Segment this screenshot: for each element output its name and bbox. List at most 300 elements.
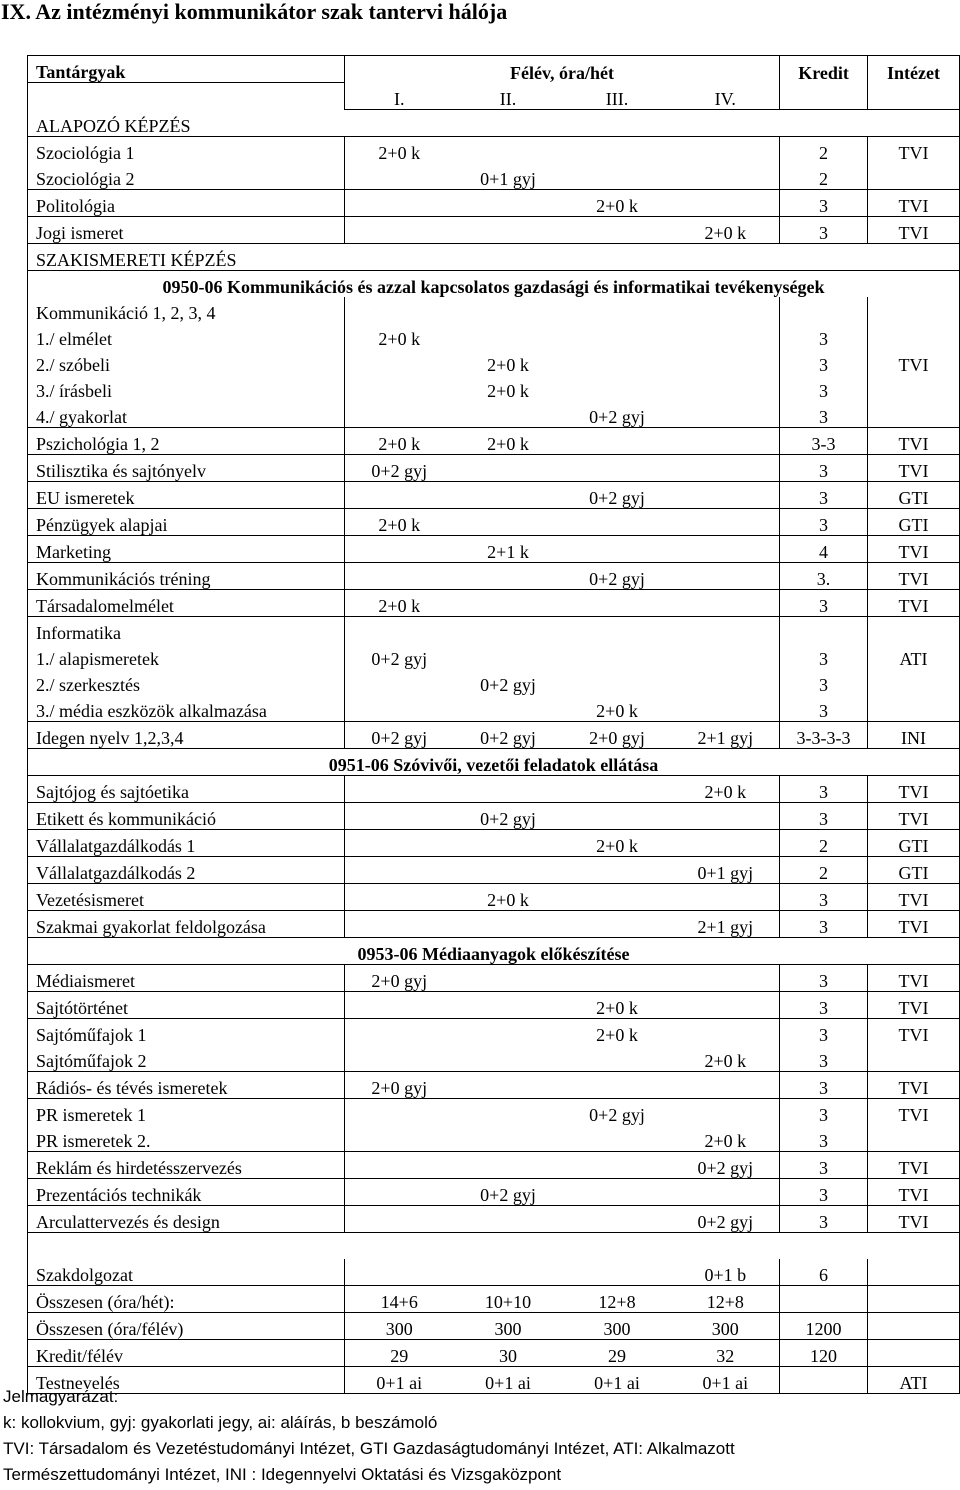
- cell-intezet: [868, 1339, 960, 1366]
- cell-s2: [454, 1151, 563, 1178]
- cell-s1: [345, 910, 454, 937]
- subject-name: Pszichológia 1, 2: [28, 427, 345, 454]
- cell-s4: 0+2 gyj: [672, 1205, 780, 1232]
- table-row: [28, 695, 960, 722]
- cell-kredit: 3: [780, 401, 868, 428]
- subject-name: EU ismeretek: [28, 481, 345, 508]
- cell-s4: 2+0 k: [672, 775, 780, 802]
- cell-s4: [672, 1178, 780, 1205]
- cell-s4: [672, 695, 780, 722]
- cell-s3: [563, 216, 672, 243]
- cell-s1: [345, 775, 454, 802]
- cell-s1: [345, 1259, 454, 1286]
- cell-intezet: TVI: [868, 349, 960, 375]
- cell-s4: [672, 163, 780, 190]
- table-row: [28, 1339, 960, 1366]
- cell-kredit: 3: [780, 910, 868, 937]
- module-row: [28, 937, 960, 964]
- legend-line-3: Természettudományi Intézet, INI : Idegennyelvi Oktatási és Vizsgaközpont: [3, 1465, 562, 1484]
- cell-kredit: [780, 297, 868, 323]
- cell-s4: [672, 297, 780, 323]
- cell-kredit: 3: [780, 964, 868, 991]
- table-row: [28, 216, 960, 243]
- cell-kredit: 3: [780, 1071, 868, 1098]
- table-row: [28, 1045, 960, 1072]
- cell-s4: [672, 964, 780, 991]
- subject-name: Testnevelés: [28, 1366, 345, 1393]
- cell-s4: [672, 189, 780, 216]
- cell-s3: [563, 910, 672, 937]
- cell-s4: 2+0 k: [672, 1045, 780, 1072]
- cell-kredit: 3-3-3-3: [780, 721, 868, 748]
- cell-kredit: 3: [780, 1125, 868, 1152]
- cell-intezet: TVI: [868, 1098, 960, 1125]
- header-institute: Intézet: [868, 56, 960, 83]
- subject-name: 1./ alapismeretek: [28, 643, 345, 669]
- cell-s4: [672, 427, 780, 454]
- subject-name: Összesen (óra/hét):: [28, 1285, 345, 1312]
- subject-name: Összesen (óra/félév): [28, 1312, 345, 1339]
- cell-s1: [345, 401, 454, 428]
- cell-s3: [563, 1151, 672, 1178]
- cell-s1: [345, 991, 454, 1018]
- header-sem2: II.: [454, 83, 563, 110]
- cell-s1: [345, 163, 454, 190]
- cell-s1: [345, 375, 454, 401]
- cell-s3: 0+2 gyj: [563, 481, 672, 508]
- cell-s3: [563, 349, 672, 375]
- cell-kredit: 3: [780, 454, 868, 481]
- cell-s4: [672, 401, 780, 428]
- cell-s2: [454, 695, 563, 722]
- cell-s4: [672, 616, 780, 643]
- subject-name: Szakmai gyakorlat feldolgozása: [28, 910, 345, 937]
- cell-intezet: GTI: [868, 829, 960, 856]
- cell-s2: [454, 401, 563, 428]
- table-row: [28, 991, 960, 1018]
- cell-s3: 12+8: [563, 1285, 672, 1312]
- subject-name: Rádiós- és tévés ismeretek: [28, 1071, 345, 1098]
- section-row: [28, 243, 960, 270]
- cell-s1: [345, 829, 454, 856]
- subject-name: Kredit/félév: [28, 1339, 345, 1366]
- cell-s4: 32: [672, 1339, 780, 1366]
- cell-s1: [345, 535, 454, 562]
- table-row: [28, 616, 960, 643]
- cell-s2: [454, 297, 563, 323]
- cell-kredit: 3: [780, 1205, 868, 1232]
- table-row: [28, 1312, 960, 1339]
- subject-name: Kommunikációs tréning: [28, 562, 345, 589]
- header-sem4: IV.: [672, 83, 780, 110]
- cell-intezet: TVI: [868, 589, 960, 616]
- cell-s2: 0+1 gyj: [454, 163, 563, 190]
- cell-s1: 2+0 gyj: [345, 1071, 454, 1098]
- subject-name: Szociológia 2: [28, 163, 345, 190]
- cell-intezet: [868, 1045, 960, 1072]
- cell-s1: 29: [345, 1339, 454, 1366]
- cell-s1: [345, 883, 454, 910]
- cell-s4: 2+0 k: [672, 216, 780, 243]
- cell-s4: [672, 375, 780, 401]
- table-row: [28, 508, 960, 535]
- table-header-row: [28, 56, 960, 83]
- cell-s4: [672, 643, 780, 669]
- cell-s3: [563, 454, 672, 481]
- section-alapozo: ALAPOZÓ KÉPZÉS: [28, 109, 960, 136]
- cell-intezet: TVI: [868, 216, 960, 243]
- cell-s1: [345, 616, 454, 643]
- subject-name: Szakdolgozat: [28, 1259, 345, 1286]
- cell-s2: [454, 562, 563, 589]
- cell-kredit: 3: [780, 589, 868, 616]
- header-sem3: III.: [563, 83, 672, 110]
- subject-name: Sajtóműfajok 1: [28, 1018, 345, 1045]
- subject-name: PR ismeretek 2.: [28, 1125, 345, 1152]
- table-row: [28, 427, 960, 454]
- cell-s1: 0+2 gyj: [345, 721, 454, 748]
- cell-s2: [454, 616, 563, 643]
- table-row: [28, 481, 960, 508]
- cell-s2: 30: [454, 1339, 563, 1366]
- subject-name: Médiaismeret: [28, 964, 345, 991]
- table-row: [28, 829, 960, 856]
- subject-name: Prezentációs technikák: [28, 1178, 345, 1205]
- subject-name: 4./ gyakorlat: [28, 401, 345, 428]
- cell-s1: [345, 216, 454, 243]
- cell-kredit: 2: [780, 829, 868, 856]
- cell-s3: [563, 136, 672, 163]
- cell-kredit: 3: [780, 349, 868, 375]
- cell-kredit: 3: [780, 216, 868, 243]
- cell-s2: [454, 829, 563, 856]
- cell-s3: [563, 883, 672, 910]
- subject-name: Sajtótörténet: [28, 991, 345, 1018]
- module-m0951: 0951-06 Szóvivői, vezetői feladatok ellátása: [28, 748, 960, 775]
- cell-intezet: TVI: [868, 1178, 960, 1205]
- cell-s1: [345, 481, 454, 508]
- legend-line-1: k: kollokvium, gyj: gyakorlati jegy, ai: aláírás, b beszámoló: [3, 1413, 438, 1432]
- cell-s1: [345, 189, 454, 216]
- subject-name: Stilisztika és sajtónyelv: [28, 454, 345, 481]
- subject-name: Etikett és kommunikáció: [28, 802, 345, 829]
- cell-intezet: TVI: [868, 1151, 960, 1178]
- cell-s2: 0+2 gyj: [454, 721, 563, 748]
- cell-s2: 2+0 k: [454, 427, 563, 454]
- cell-s4: [672, 1018, 780, 1045]
- cell-s2: [454, 1045, 563, 1072]
- cell-s3: [563, 163, 672, 190]
- table-row: [28, 401, 960, 428]
- cell-s4: [672, 508, 780, 535]
- cell-s4: 0+1 b: [672, 1259, 780, 1286]
- subject-name: 2./ szerkesztés: [28, 669, 345, 695]
- cell-s4: 300: [672, 1312, 780, 1339]
- cell-s1: [345, 1205, 454, 1232]
- cell-intezet: [868, 323, 960, 349]
- subject-name: Kommunikáció 1, 2, 3, 4: [28, 297, 345, 323]
- cell-s3: [563, 1178, 672, 1205]
- table-row: [28, 454, 960, 481]
- cell-intezet: [868, 297, 960, 323]
- table-row: [28, 1285, 960, 1312]
- cell-kredit: 3: [780, 508, 868, 535]
- table-row: [28, 1125, 960, 1152]
- cell-s2: 300: [454, 1312, 563, 1339]
- cell-s1: 2+0 k: [345, 508, 454, 535]
- cell-intezet: GTI: [868, 481, 960, 508]
- cell-s1: 300: [345, 1312, 454, 1339]
- module-row: [28, 748, 960, 775]
- cell-intezet: [868, 695, 960, 722]
- cell-s1: 14+6: [345, 1285, 454, 1312]
- cell-s1: [345, 856, 454, 883]
- cell-s1: [345, 1045, 454, 1072]
- cell-kredit: 3.: [780, 562, 868, 589]
- cell-s3: 2+0 k: [563, 695, 672, 722]
- cell-s2: 0+1 ai: [454, 1366, 563, 1393]
- cell-s1: 0+2 gyj: [345, 643, 454, 669]
- cell-s3: [563, 964, 672, 991]
- cell-s4: [672, 802, 780, 829]
- cell-s3: [563, 1071, 672, 1098]
- cell-s3: 2+0 k: [563, 829, 672, 856]
- cell-s2: [454, 910, 563, 937]
- cell-intezet: TVI: [868, 1018, 960, 1045]
- cell-s3: 300: [563, 1312, 672, 1339]
- table-row: [28, 1178, 960, 1205]
- table-row: [28, 669, 960, 695]
- cell-intezet: TVI: [868, 910, 960, 937]
- cell-s2: [454, 775, 563, 802]
- cell-kredit: 120: [780, 1339, 868, 1366]
- cell-s3: [563, 616, 672, 643]
- cell-s2: [454, 136, 563, 163]
- cell-s1: [345, 1151, 454, 1178]
- cell-s3: [563, 535, 672, 562]
- cell-s1: [345, 802, 454, 829]
- cell-intezet: TVI: [868, 964, 960, 991]
- cell-kredit: 3: [780, 1098, 868, 1125]
- cell-s2: [454, 589, 563, 616]
- cell-s1: [345, 349, 454, 375]
- cell-s1: [345, 1018, 454, 1045]
- module-m0950: 0950-06 Kommunikációs és azzal kapcsolatos gazdasági és informatikai tevékenységek: [28, 270, 960, 297]
- cell-s3: [563, 856, 672, 883]
- subject-name: Marketing: [28, 535, 345, 562]
- cell-s3: 0+2 gyj: [589, 1104, 645, 1125]
- subject-name: Vállalatgazdálkodás 1: [28, 829, 345, 856]
- cell-s1: [345, 1125, 454, 1152]
- cell-s3: [563, 1259, 672, 1286]
- cell-s2: [454, 454, 563, 481]
- cell-intezet: TVI: [868, 535, 960, 562]
- cell-kredit: 3: [780, 189, 868, 216]
- cell-s2: [454, 481, 563, 508]
- cell-s2: [454, 991, 563, 1018]
- legend-line-2: TVI: Társadalom és Vezetéstudományi Intézet, GTI Gazdaságtudományi Intézet, ATI: Alkalmazott: [3, 1439, 735, 1458]
- cell-kredit: 2: [780, 136, 868, 163]
- cell-s4: 2+1 gyj: [672, 910, 780, 937]
- cell-s2: [454, 1259, 563, 1286]
- cell-intezet: [868, 616, 960, 643]
- cell-s2: [454, 964, 563, 991]
- cell-intezet: INI: [868, 721, 960, 748]
- table-row: [28, 163, 960, 190]
- cell-s3: [563, 323, 672, 349]
- cell-intezet: [868, 1312, 960, 1339]
- subject-name: Vezetésismeret: [28, 883, 345, 910]
- table-row: [28, 562, 960, 589]
- cell-s4: [672, 1071, 780, 1098]
- cell-s4: [672, 1098, 780, 1125]
- cell-intezet: ATI: [868, 1366, 960, 1393]
- subject-name: Pénzügyek alapjai: [28, 508, 345, 535]
- cell-kredit: 3: [780, 643, 868, 669]
- cell-intezet: TVI: [868, 991, 960, 1018]
- table-row: [28, 1151, 960, 1178]
- cell-s3: [563, 589, 672, 616]
- subject-name: Vállalatgazdálkodás 2: [28, 856, 345, 883]
- cell-s3: 2+0 k: [596, 1024, 638, 1045]
- cell-s2: [454, 508, 563, 535]
- cell-s3: [563, 297, 672, 323]
- cell-s1: 2+0 k: [345, 427, 454, 454]
- cell-s3: 0+1 ai: [563, 1366, 672, 1393]
- cell-kredit: 3: [780, 669, 868, 695]
- cell-s2: [454, 643, 563, 669]
- cell-s2: [454, 1205, 563, 1232]
- subject-name: Reklám és hirdetésszervezés: [28, 1151, 345, 1178]
- cell-s3: 0+2 gyj: [563, 401, 672, 428]
- cell-intezet: TVI: [868, 1205, 960, 1232]
- table-row: [28, 1071, 960, 1098]
- table-row: [28, 535, 960, 562]
- cell-intezet: TVI: [868, 562, 960, 589]
- page-title: IX. Az intézményi kommunikátor szak tantervi hálója: [1, 0, 508, 24]
- cell-s4: [672, 136, 780, 163]
- cell-s4: 12+8: [672, 1285, 780, 1312]
- cell-s4: [672, 562, 780, 589]
- table-row: [28, 883, 960, 910]
- subject-name: PR ismeretek 1: [28, 1098, 345, 1125]
- cell-s3: 0+2 gyj: [563, 562, 672, 589]
- cell-kredit: 3: [780, 991, 868, 1018]
- header-sem1: I.: [345, 83, 454, 110]
- cell-kredit: 6: [780, 1259, 868, 1286]
- cell-kredit: 3: [780, 1045, 868, 1072]
- cell-s3: [563, 375, 672, 401]
- cell-s1: 2+0 gyj: [345, 964, 454, 991]
- table-row: [28, 1259, 960, 1286]
- cell-kredit: 3-3: [780, 427, 868, 454]
- cell-intezet: [868, 375, 960, 401]
- cell-s4: [672, 323, 780, 349]
- cell-s4: [672, 669, 780, 695]
- subject-name: Jogi ismeret: [28, 216, 345, 243]
- section-row: [28, 109, 960, 136]
- subject-name: 3./ média eszközök alkalmazása: [28, 695, 345, 722]
- module-row: [28, 270, 960, 297]
- table-row: [28, 910, 960, 937]
- cell-kredit: 3: [780, 375, 868, 401]
- module-m0953: 0953-06 Médiaanyagok előkészítése: [28, 937, 960, 964]
- cell-s1: 2+0 k: [345, 136, 454, 163]
- subject-name: Informatika: [28, 616, 345, 643]
- header-credit: Kredit: [780, 56, 868, 83]
- cell-s1: [345, 297, 454, 323]
- cell-intezet: TVI: [868, 427, 960, 454]
- cell-kredit: 2: [780, 856, 868, 883]
- cell-s3: [563, 1045, 672, 1072]
- header-subjects: Tantárgyak: [28, 56, 345, 83]
- cell-s3: 2+0 k: [563, 189, 672, 216]
- cell-s3: [563, 643, 672, 669]
- subject-name: Idegen nyelv 1,2,3,4: [28, 721, 345, 748]
- cell-intezet: GTI: [868, 856, 960, 883]
- cell-s2: [454, 1125, 563, 1152]
- cell-kredit: [780, 1285, 868, 1312]
- subject-name: 1./ elmélet: [28, 323, 345, 349]
- cell-intezet: TVI: [868, 883, 960, 910]
- cell-s4: [672, 991, 780, 1018]
- table-row: [28, 856, 960, 883]
- cell-s3: [563, 1205, 672, 1232]
- cell-s4: [672, 481, 780, 508]
- cell-s2: 0+2 gyj: [480, 674, 536, 695]
- cell-kredit: 3: [780, 883, 868, 910]
- subject-name: Társadalomelmélet: [28, 589, 345, 616]
- cell-s3: 2+0 k: [563, 991, 672, 1018]
- table-row: [28, 775, 960, 802]
- table-row: [28, 136, 960, 163]
- spacer-row: [28, 1232, 960, 1259]
- table-row: [28, 297, 960, 323]
- cell-kredit: 3: [780, 1151, 868, 1178]
- cell-intezet: TVI: [868, 454, 960, 481]
- cell-s4: 2+0 k: [672, 1125, 780, 1152]
- cell-s2: [454, 1071, 563, 1098]
- subject-name: Szociológia 1: [28, 136, 345, 163]
- table-row: [28, 802, 960, 829]
- cell-s1: [345, 669, 454, 695]
- table-row: [28, 349, 960, 375]
- subject-name: Sajtóműfajok 2: [28, 1045, 345, 1072]
- table-row: [28, 589, 960, 616]
- cell-intezet: TVI: [868, 136, 960, 163]
- cell-s4: [672, 589, 780, 616]
- cell-s2: [454, 1018, 563, 1045]
- cell-intezet: TVI: [868, 189, 960, 216]
- table-row: [28, 375, 960, 401]
- table-row: [28, 1205, 960, 1232]
- cell-s3: [563, 1125, 672, 1152]
- cell-intezet: TVI: [868, 802, 960, 829]
- cell-intezet: [868, 1285, 960, 1312]
- cell-s3: 2+0 gyj: [563, 721, 672, 748]
- cell-s3: [563, 669, 672, 695]
- subject-name: Arculattervezés és design: [28, 1205, 345, 1232]
- cell-s2: [454, 856, 563, 883]
- cell-intezet: [868, 669, 960, 695]
- cell-kredit: 3: [780, 1178, 868, 1205]
- cell-s4: [672, 883, 780, 910]
- cell-s2: 10+10: [454, 1285, 563, 1312]
- table-row: [28, 964, 960, 991]
- cell-s2: 2+0 k: [454, 883, 563, 910]
- cell-s2: 2+1 k: [454, 535, 563, 562]
- cell-s4: 0+1 ai: [672, 1366, 780, 1393]
